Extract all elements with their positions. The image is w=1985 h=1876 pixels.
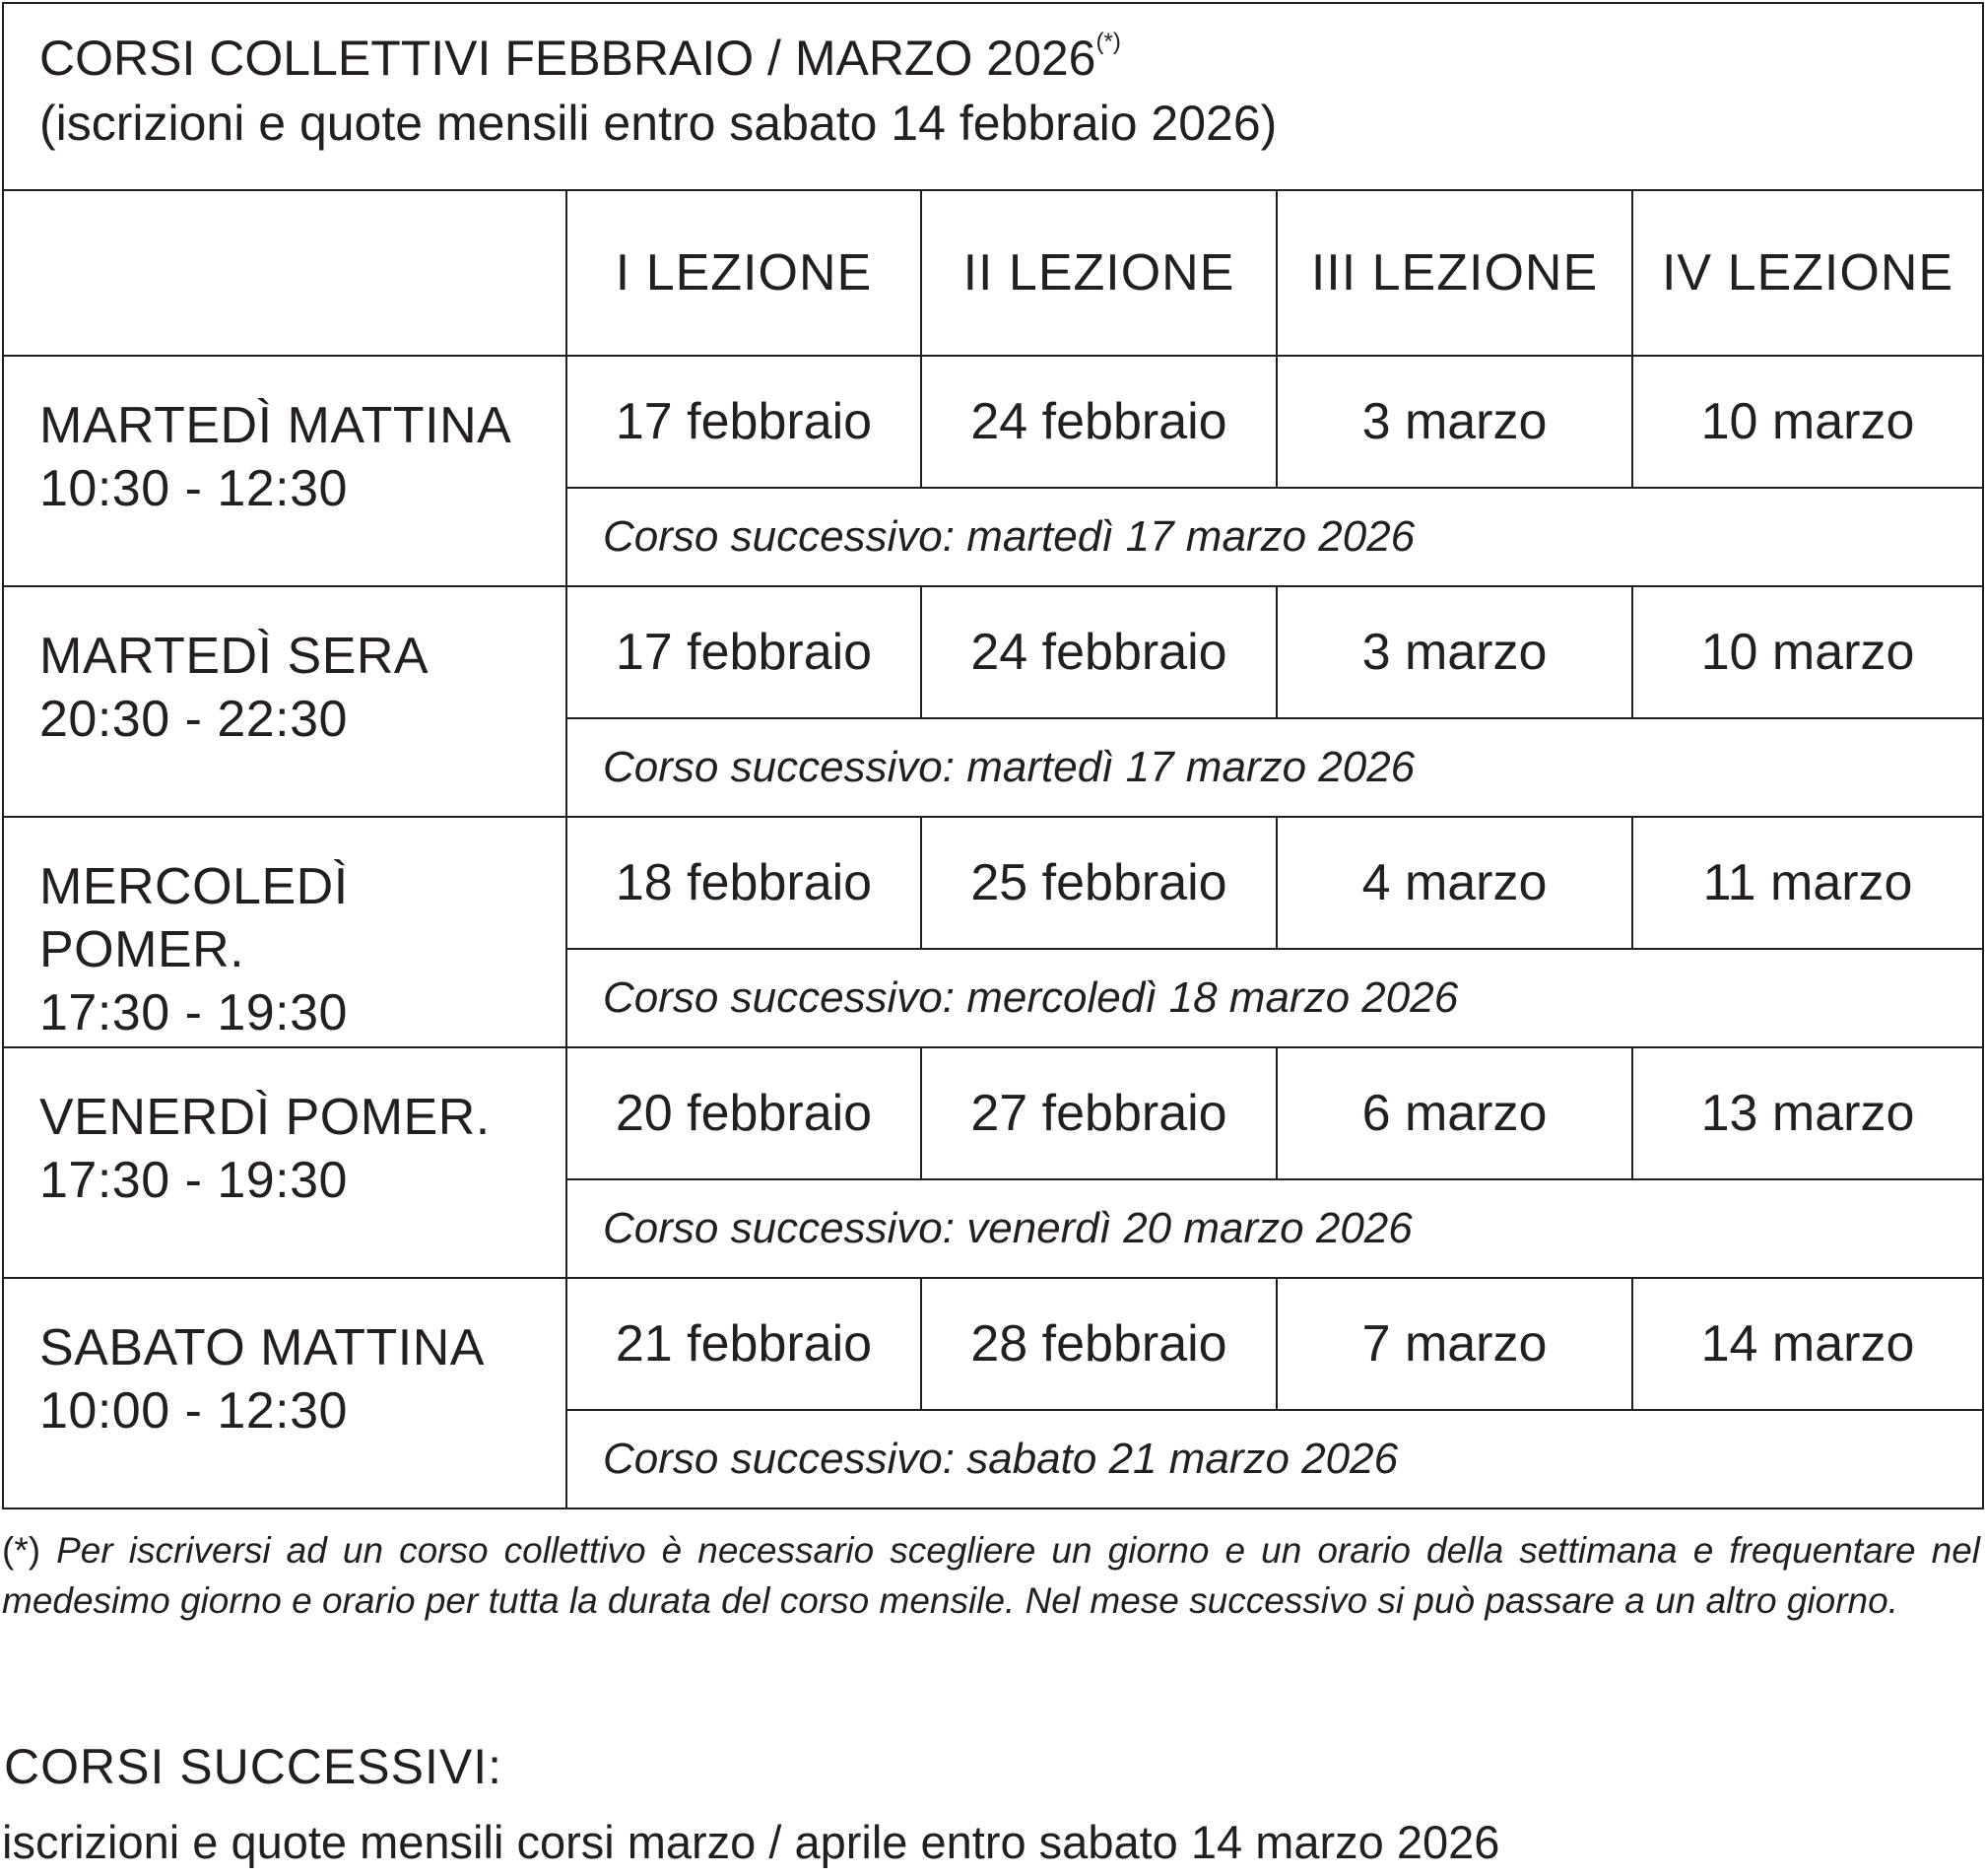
lesson-date: 17 febbraio (566, 356, 921, 488)
course-time: 17:30 - 19:30 (39, 984, 348, 1041)
lesson-date: 24 febbraio (921, 586, 1277, 718)
next-course-note: Corso successivo: martedì 17 marzo 2026 (566, 488, 1983, 586)
column-header: III LEZIONE (1277, 190, 1632, 356)
course-day-cell (3, 356, 566, 586)
course-row (3, 586, 1983, 718)
course-row (3, 1047, 1983, 1179)
course-row (3, 817, 1983, 949)
footnote-mark: (*) (2, 1530, 41, 1571)
lesson-date: 28 febbraio (921, 1278, 1277, 1410)
footnote (2, 1525, 1980, 1626)
lesson-date: 7 marzo (1277, 1278, 1632, 1410)
next-course-note: Corso successivo: venerdì 20 marzo 2026 (566, 1179, 1983, 1278)
lesson-date: 21 febbraio (566, 1278, 921, 1410)
lesson-date: 14 marzo (1632, 1278, 1983, 1410)
course-time: 20:30 - 22:30 (39, 691, 348, 748)
schedule-table (2, 2, 1984, 1509)
course-time: 10:30 - 12:30 (39, 460, 348, 517)
title-footnote-mark: (*) (1095, 29, 1121, 55)
course-day: MARTEDÌ MATTINA (39, 397, 512, 454)
lesson-date: 3 marzo (1277, 586, 1632, 718)
course-day-cell (3, 586, 566, 817)
column-header: I LEZIONE (566, 190, 921, 356)
lesson-date: 4 marzo (1277, 817, 1632, 949)
course-day: MERCOLEDÌ POMER. (39, 858, 349, 978)
lesson-date: 25 febbraio (921, 817, 1277, 949)
empty-corner-cell (3, 190, 566, 356)
table-title: CORSI COLLETTIVI FEBBRAIO / MARZO 2026 (39, 31, 1096, 86)
successivi-title: CORSI SUCCESSIVI: (4, 1739, 502, 1794)
lesson-date: 24 febbraio (921, 356, 1277, 488)
course-row (3, 356, 1983, 488)
lesson-date: 27 febbraio (921, 1047, 1277, 1179)
next-course-note: Corso successivo: martedì 17 marzo 2026 (566, 718, 1983, 817)
column-header-row (3, 190, 1983, 356)
column-header: II LEZIONE (921, 190, 1277, 356)
next-course-note: Corso successivo: sabato 21 marzo 2026 (566, 1410, 1983, 1508)
course-day: VENERDÌ POMER. (39, 1089, 491, 1146)
lesson-date: 10 marzo (1632, 586, 1983, 718)
footnote-text: Per iscriversi ad un corso collettivo è necessario scegliere un giorno e un orario della settimana e frequentare nel medesimo giorno e orario per tutta la durata del corso mensile. Nel mese successivo si può passare a un altro giorno. (2, 1530, 1981, 1621)
lesson-date: 17 febbraio (566, 586, 921, 718)
lesson-date: 20 febbraio (566, 1047, 921, 1179)
lesson-date: 11 marzo (1632, 817, 1983, 949)
course-day: SABATO MATTINA (39, 1319, 485, 1376)
course-row (3, 1278, 1983, 1410)
lesson-date: 10 marzo (1632, 356, 1983, 488)
successivi-text: iscrizioni e quote mensili corsi marzo / aprile entro sabato 14 marzo 2026 (2, 1816, 1500, 1868)
course-day: MARTEDÌ SERA (39, 628, 430, 685)
lesson-date: 18 febbraio (566, 817, 921, 949)
lesson-date: 13 marzo (1632, 1047, 1983, 1179)
course-time: 17:30 - 19:30 (39, 1152, 348, 1209)
table-subtitle: (iscrizioni e quote mensili entro sabato 14 febbraio 2026) (39, 96, 1278, 151)
table-title-cell (3, 3, 1983, 190)
course-day-cell (3, 1047, 566, 1278)
column-header: IV LEZIONE (1632, 190, 1983, 356)
course-time: 10:00 - 12:30 (39, 1382, 348, 1440)
course-day-cell (3, 817, 566, 1047)
next-course-note: Corso successivo: mercoledì 18 marzo 2026 (566, 949, 1983, 1047)
course-day-cell (3, 1278, 566, 1508)
lesson-date: 6 marzo (1277, 1047, 1632, 1179)
lesson-date: 3 marzo (1277, 356, 1632, 488)
